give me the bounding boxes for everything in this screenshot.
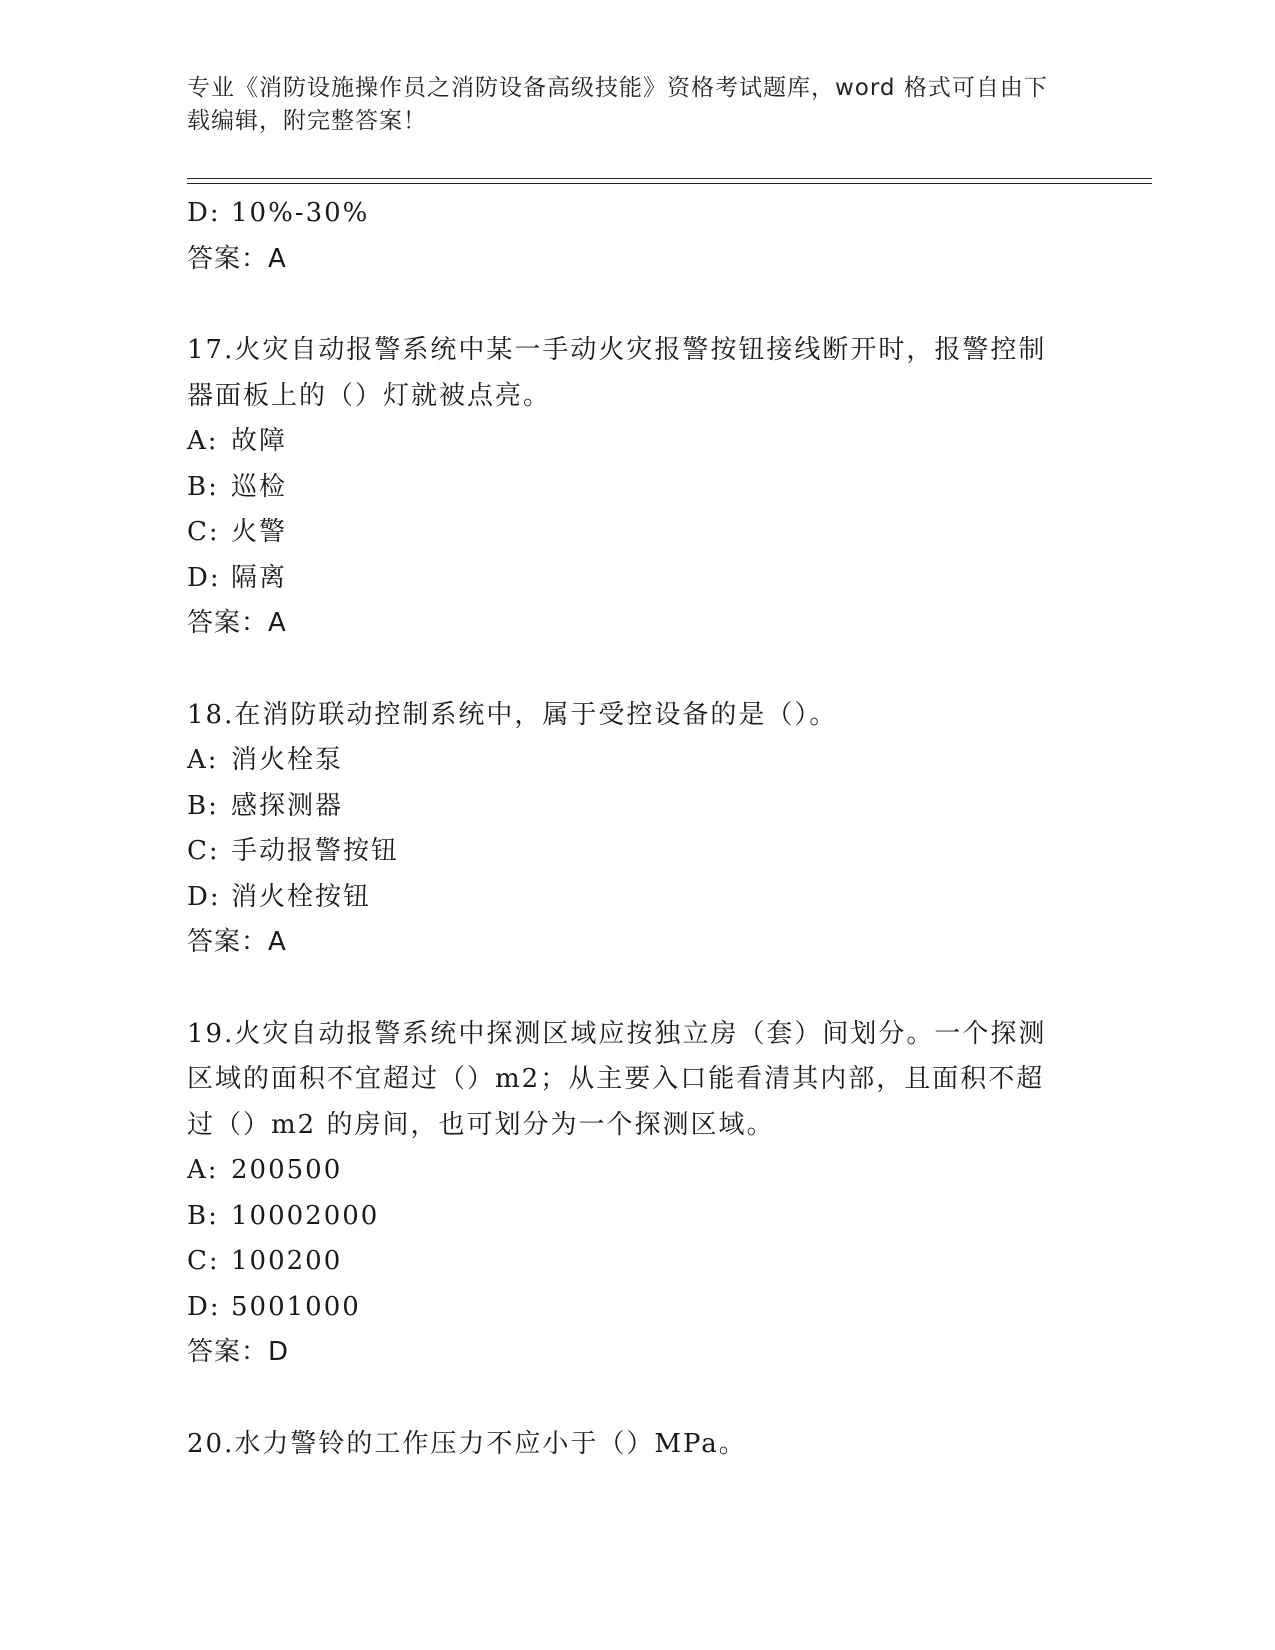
spacer	[187, 282, 1087, 328]
question-text: 17.火灾自动报警系统中某一手动火灾报警按钮接线断开时，报警控制	[187, 335, 1047, 365]
option-label: D:	[187, 1291, 221, 1322]
question-text: 18.在消防联动控制系统中，属于受控设备的是（）。	[187, 699, 838, 730]
option-text: 手动报警按钮	[231, 836, 400, 866]
option-label: D:	[187, 881, 221, 912]
option-label: B:	[187, 1200, 219, 1231]
option-label: B:	[187, 790, 219, 821]
answer: 答案：A	[187, 608, 287, 638]
option-label: A:	[187, 745, 219, 775]
question-text: 区域的面积不宜超过（）m2；从主要入口能看清其内部，且面积不超	[187, 1064, 1045, 1094]
option-text: 5001000	[231, 1291, 361, 1322]
question-block	[187, 1012, 1087, 1376]
option-text: 消火栓按钮	[231, 881, 372, 912]
spacer	[187, 647, 1087, 693]
option-d	[187, 1285, 1087, 1331]
question-text: 20.水力警铃的工作压力不应小于（）MPa。	[187, 1428, 747, 1459]
spacer	[187, 966, 1087, 1012]
option-b	[187, 784, 1087, 830]
option-label: B:	[187, 471, 219, 502]
option-text: 100200	[231, 1246, 343, 1276]
option-label: C:	[187, 517, 220, 547]
option-d	[187, 556, 1087, 602]
header-line: 专业《消防设施操作员之消防设备高级技能》资格考试题库，word 格式可自由下	[187, 75, 1048, 101]
question-block	[187, 693, 1087, 966]
question-text: 过（）m2 的房间，也可划分为一个探测区域。	[187, 1109, 775, 1140]
option-label: A:	[187, 1155, 219, 1185]
page-header	[187, 72, 1067, 138]
question-text: 器面板上的（）灯就被点亮。	[187, 380, 552, 411]
option-label: C:	[187, 1246, 220, 1276]
option-c	[187, 510, 1087, 556]
option-text: 巡检	[231, 471, 288, 502]
option-a	[187, 738, 1087, 784]
document-body	[187, 191, 1087, 1467]
option-label: A:	[187, 426, 219, 456]
spacer	[187, 1376, 1087, 1422]
option-text: 200500	[231, 1155, 343, 1185]
option-text: 10002000	[231, 1200, 380, 1231]
answer: 答案：A	[187, 243, 287, 274]
option-d	[187, 191, 1087, 237]
option-b	[187, 1194, 1087, 1240]
question-block	[187, 328, 1087, 647]
option-text: 火警	[231, 517, 288, 547]
option-text: 10%-30%	[231, 198, 370, 228]
option-label: D:	[187, 562, 221, 593]
answer: 答案：D	[187, 1337, 290, 1367]
header-line: 载编辑，附完整答案！	[187, 108, 427, 134]
answer: 答案：A	[187, 927, 287, 957]
option-a	[187, 1148, 1087, 1194]
option-text: 隔离	[231, 562, 288, 593]
option-label: C:	[187, 836, 220, 866]
option-label: D:	[187, 198, 221, 228]
option-text: 感探测器	[231, 790, 344, 821]
option-c	[187, 1239, 1087, 1285]
question-block	[187, 1422, 1087, 1468]
option-c	[187, 829, 1087, 875]
option-text: 消火栓泵	[231, 745, 344, 775]
option-d	[187, 875, 1087, 921]
option-b	[187, 465, 1087, 511]
header-divider	[187, 178, 1152, 184]
question-text: 19.火灾自动报警系统中探测区域应按独立房（套）间划分。一个探测	[187, 1018, 1047, 1049]
option-a	[187, 419, 1087, 465]
option-text: 故障	[231, 426, 288, 456]
